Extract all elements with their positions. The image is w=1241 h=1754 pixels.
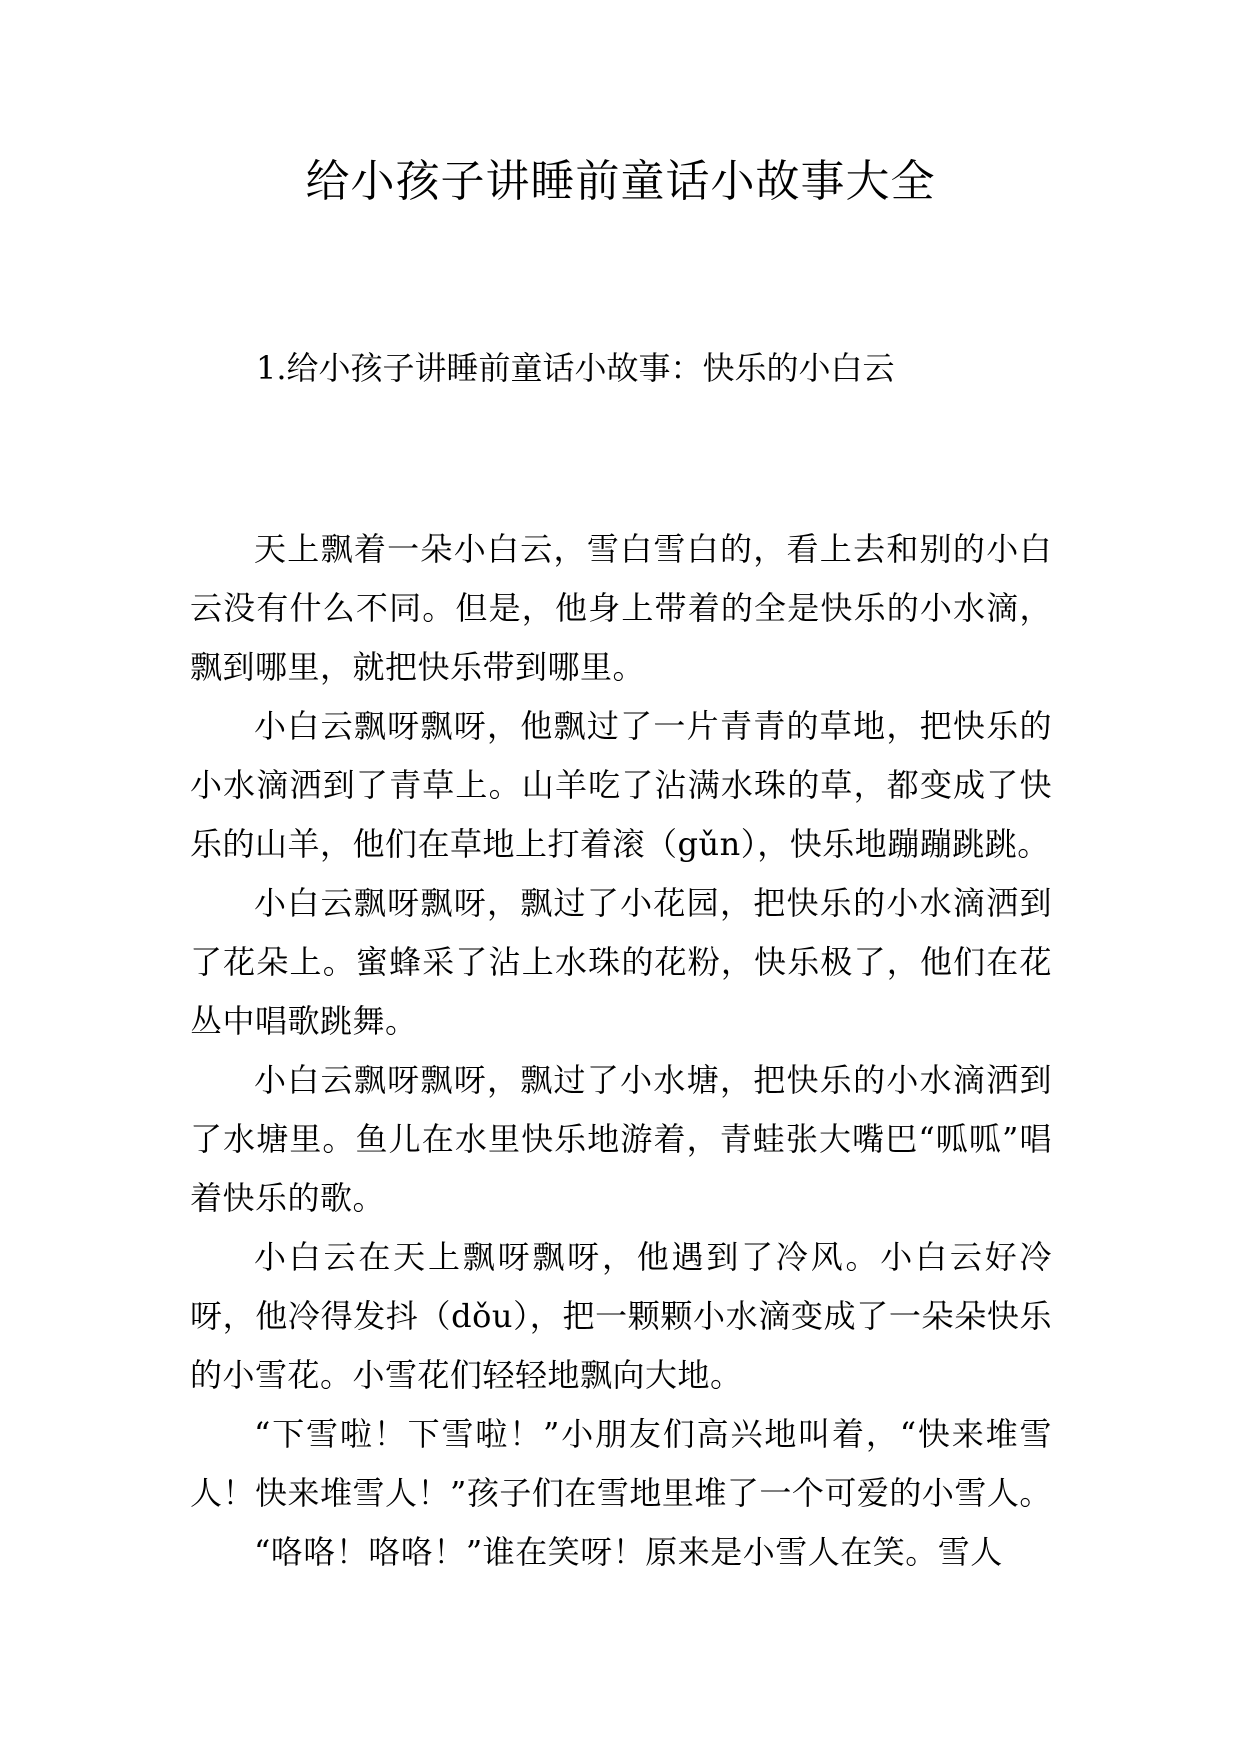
paragraph-7: “咯咯！咯咯！”谁在笑呀！原来是小雪人在笑。雪人: [254, 1533, 1003, 1571]
paragraph-5: 小白云在天上飘呀飘呀，他遇到了冷风。小白云好冷呀，他冷得发抖（dǒu），把一颗颗小水滴变成了一朵朵快乐的小雪花。小雪花们轻轻地飘向大地。: [190, 1238, 1052, 1394]
paragraph-3: 小白云飘呀飘呀，飘过了小花园，把快乐的小水滴洒到了花朵上。蜜蜂采了沾上水珠的花粉，快乐极了，他们在花丛中唱歌跳舞。: [190, 884, 1052, 1040]
section-heading: 1.给小孩子讲睡前童话小故事：快乐的小白云: [256, 349, 895, 387]
paragraph-6: “下雪啦！下雪啦！”小朋友们高兴地叫着，“快来堆雪人！快来堆雪人！”孩子们在雪地里堆了一个可爱的小雪人。: [190, 1415, 1052, 1512]
story-body: [190, 520, 1052, 1582]
document-title: 给小孩子讲睡前童话小故事大全: [305, 156, 936, 207]
paragraph-4: 小白云飘呀飘呀，飘过了小水塘，把快乐的小水滴洒到了水塘里。鱼儿在水里快乐地游着，青蛙张大嘴巴“呱呱”唱着快乐的歌。: [190, 1061, 1052, 1217]
paragraph-2: 小白云飘呀飘呀，他飘过了一片青青的草地，把快乐的小水滴洒到了青草上。山羊吃了沾满水珠的草，都变成了快乐的山羊，他们在草地上打着滚（gǔn），快乐地蹦蹦跳跳。: [190, 707, 1052, 863]
paragraph-1: 天上飘着一朵小白云，雪白雪白的，看上去和别的小白云没有什么不同。但是，他身上带着的全是快乐的小水滴，飘到哪里，就把快乐带到哪里。: [190, 530, 1052, 686]
